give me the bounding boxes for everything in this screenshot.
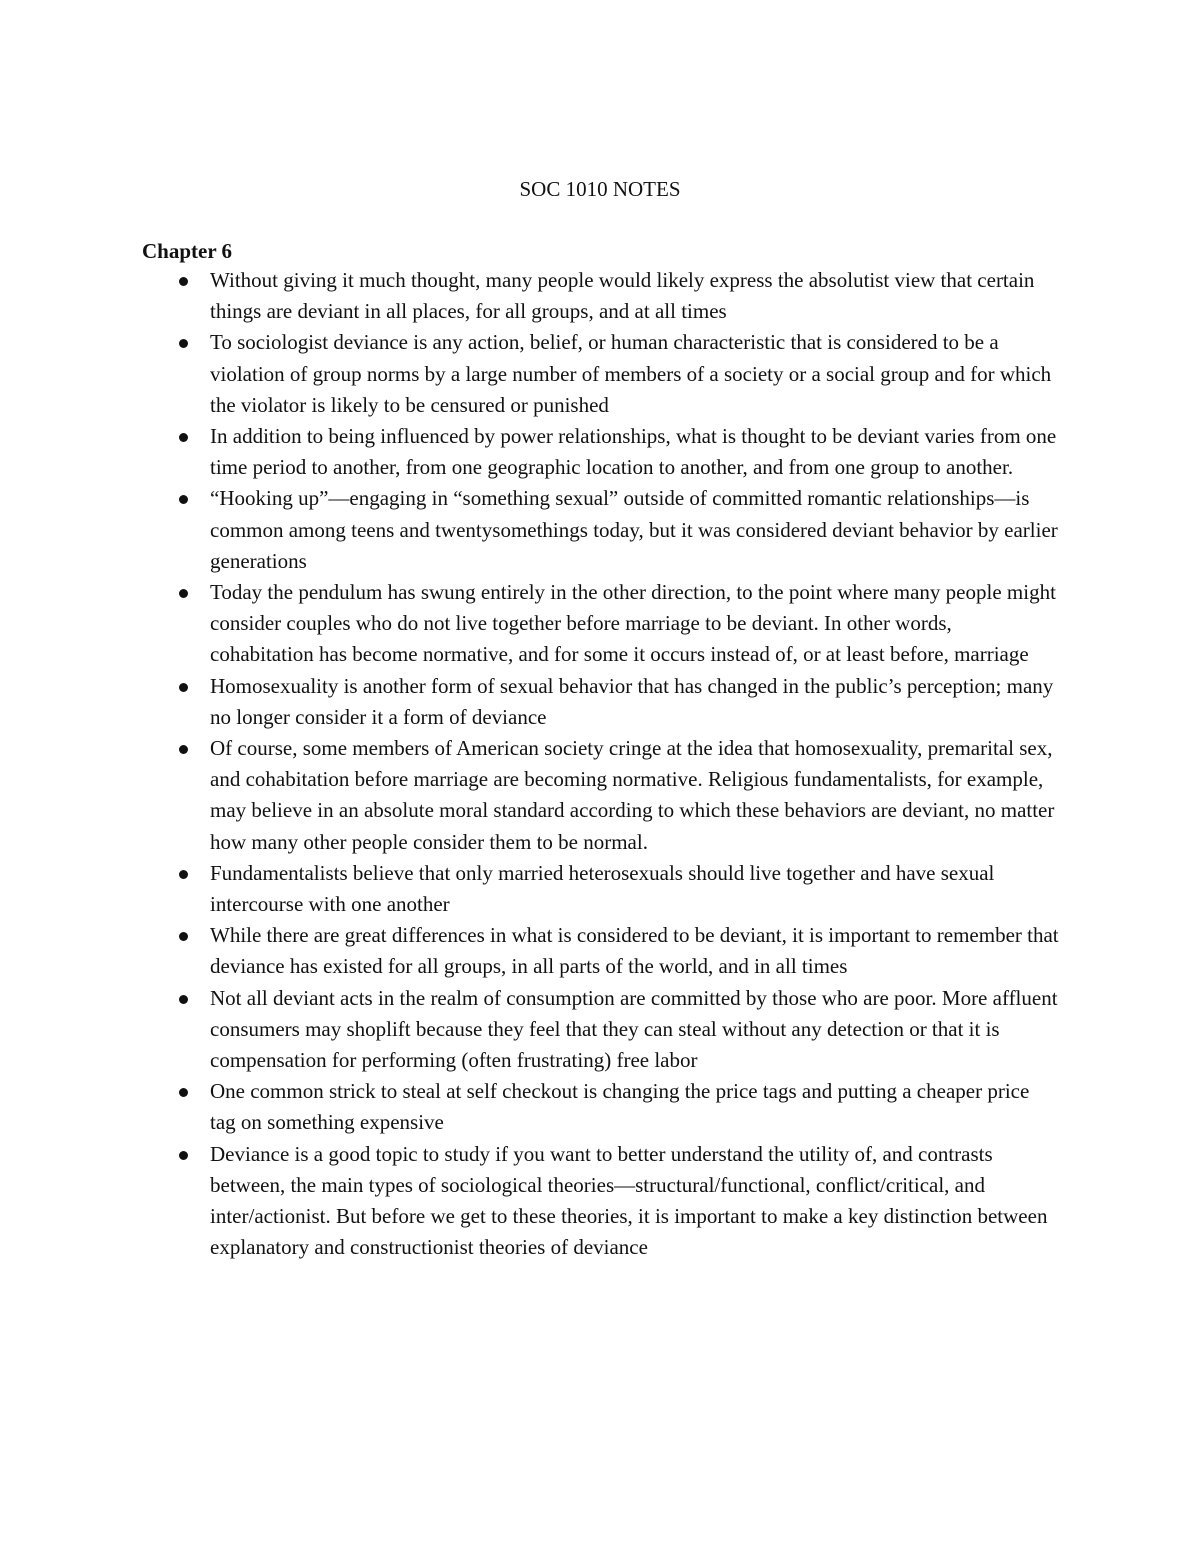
- chapter-heading: Chapter 6: [142, 239, 233, 263]
- list-item-text: Without giving it much thought, many people would likely express the absolutist view that certain things are deviant in all places, for all groups, and at all times: [210, 268, 1035, 324]
- list-item-text: Of course, some members of American society cringe at the idea that homosexuality, premarital sex, and cohabitation before marriage are becoming normative. Religious fundamentalists, for example, may believe in an absolute moral standard according to which these behaviors are deviant, no matter how many other people consider them to be normal.: [210, 736, 1055, 854]
- list-item: [210, 858, 1060, 920]
- bullet-dot-icon: [179, 995, 188, 1004]
- bullet-dot-icon: [179, 745, 188, 754]
- bullet-dot-icon: [179, 495, 188, 504]
- list-item: [210, 1139, 1060, 1264]
- list-item: [210, 265, 1060, 327]
- list-item: [210, 421, 1060, 483]
- bullet-dot-icon: [179, 433, 188, 442]
- list-item-text: While there are great differences in what is considered to be deviant, it is important to remember that deviance has existed for all groups, in all parts of the world, and in all times: [210, 923, 1059, 979]
- bullet-dot-icon: [179, 1151, 188, 1160]
- list-item-text: “Hooking up”—engaging in “something sexual” outside of committed romantic relationships—is common among teens and twentysomethings today, but it was considered deviant behavior by earlier generations: [210, 486, 1058, 573]
- bullet-dot-icon: [179, 932, 188, 941]
- bullet-dot-icon: [179, 339, 188, 348]
- list-item-text: In addition to being influenced by power relationships, what is thought to be deviant varies from one time period to another, from one geographic location to another, and from one group to another.: [210, 424, 1057, 480]
- list-item-text: One common strick to steal at self checkout is changing the price tags and putting a cheaper price tag on something expensive: [210, 1079, 1030, 1135]
- bullet-dot-icon: [179, 589, 188, 598]
- list-item-text: Fundamentalists believe that only married heterosexuals should live together and have sexual intercourse with one another: [210, 860, 995, 917]
- list-item: [210, 733, 1060, 858]
- list-item: [210, 920, 1060, 982]
- bullet-dot-icon: [179, 1088, 188, 1097]
- list-item-text: To sociologist deviance is any action, belief, or human characteristic that is considered to be a violation of group norms by a large number of members of a society or a social group and for which the violator is likely to be censured or punished: [210, 330, 1052, 417]
- list-item-text: Homosexuality is another form of sexual behavior that has changed in the public’s perception; many no longer consider it a form of deviance: [210, 673, 1054, 729]
- bullet-dot-icon: [179, 277, 188, 286]
- list-item: [210, 577, 1060, 671]
- list-item-text: Today the pendulum has swung entirely in the other direction, to the point where many people might consider couples who do not live together before marriage to be deviant. In other words, cohabitation has become normative, and for some it occurs instead of, or at least before, marriage: [210, 580, 1056, 667]
- notes-list: [210, 265, 1060, 1264]
- list-item-text: Not all deviant acts in the realm of consumption are committed by those who are poor. More affluent consumers may shoplift because they feel that they can steal without any detection or that it is compensation for performing (often frustrating) free labor: [210, 985, 1058, 1073]
- document-title: SOC 1010 NOTES: [519, 177, 681, 201]
- list-item: [210, 1076, 1060, 1138]
- list-item: [210, 483, 1060, 577]
- list-item: [210, 327, 1060, 421]
- list-item-text: Deviance is a good topic to study if you want to better understand the utility of, and contrasts between, the main types of sociological theories—structural/functional, conflict/critical, and inter/actionist. But before we get to these theories, it is important to make a key distinction between explanatory and constructionist theories of deviance: [210, 1141, 1048, 1260]
- bullet-dot-icon: [179, 683, 188, 692]
- list-item: [210, 983, 1060, 1077]
- list-item: [210, 671, 1060, 733]
- bullet-dot-icon: [179, 870, 188, 879]
